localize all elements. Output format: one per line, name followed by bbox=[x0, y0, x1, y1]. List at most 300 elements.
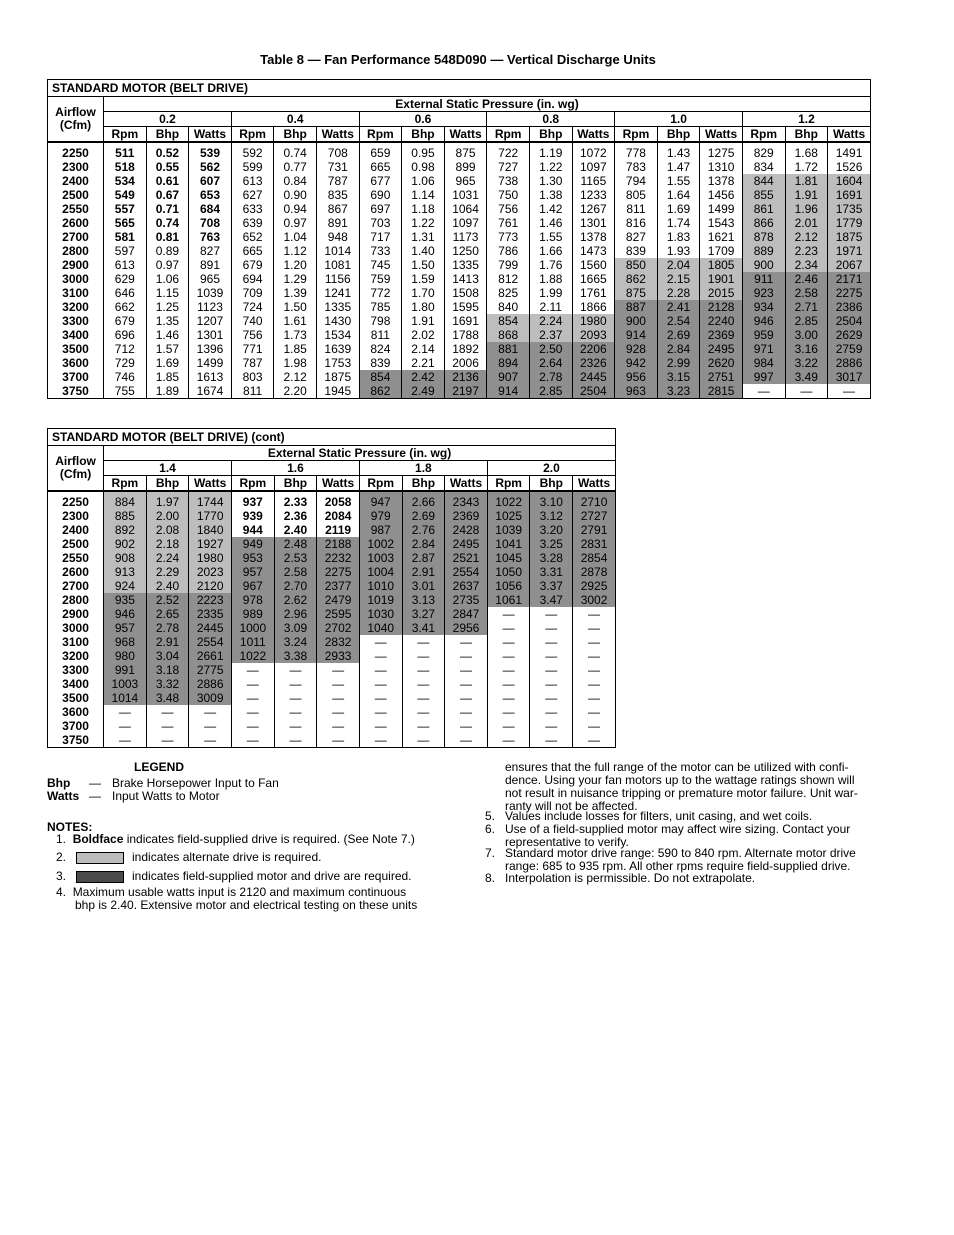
column-header: Rpm bbox=[359, 476, 402, 492]
table-cell: 3.01 bbox=[402, 579, 445, 593]
table-cell: 2067 bbox=[828, 258, 871, 272]
table-cell: 677 bbox=[359, 174, 402, 188]
airflow-cell: 3300 bbox=[48, 314, 104, 328]
table-cell: 881 bbox=[487, 342, 530, 356]
table-cell: 907 bbox=[487, 370, 530, 384]
table-cell: — bbox=[231, 691, 274, 705]
table-cell: 891 bbox=[316, 216, 359, 230]
table-cell: 1413 bbox=[444, 272, 487, 286]
table-row bbox=[48, 593, 616, 607]
table-cell: 0.84 bbox=[274, 174, 317, 188]
table-cell: 1039 bbox=[189, 286, 232, 300]
table-cell: 597 bbox=[104, 244, 147, 258]
table-cell: 759 bbox=[359, 272, 402, 286]
table-cell: 2521 bbox=[445, 551, 488, 565]
pressure-header: 1.4 bbox=[104, 461, 232, 476]
column-header: Bhp bbox=[274, 127, 317, 143]
table-cell: 967 bbox=[231, 579, 274, 593]
table-cell: 1901 bbox=[700, 272, 743, 286]
table-cell: 1040 bbox=[359, 621, 402, 635]
table-cell: 2084 bbox=[317, 509, 360, 523]
column-header: Bhp bbox=[530, 476, 573, 492]
table-cell: 844 bbox=[742, 174, 785, 188]
table-row bbox=[48, 663, 616, 677]
column-header: Rpm bbox=[615, 127, 658, 143]
table-cell: 827 bbox=[189, 244, 232, 258]
table-cell: — bbox=[104, 719, 147, 733]
table-cell: 1595 bbox=[444, 300, 487, 314]
table-cell: 2637 bbox=[445, 579, 488, 593]
table-cell: 1665 bbox=[572, 272, 615, 286]
table-cell: 1.66 bbox=[529, 244, 572, 258]
table-cell: 867 bbox=[316, 202, 359, 216]
table-cell: 2.28 bbox=[657, 286, 700, 300]
table-cell: 1030 bbox=[359, 607, 402, 621]
table-cell: — bbox=[274, 663, 317, 677]
table-cell: 659 bbox=[359, 142, 402, 160]
table-cell: — bbox=[573, 733, 616, 748]
table-cell: 1045 bbox=[487, 551, 530, 565]
table-cell: 1508 bbox=[444, 286, 487, 300]
table-cell: — bbox=[231, 733, 274, 748]
table-cell: 2479 bbox=[317, 593, 360, 607]
table-cell: 2.29 bbox=[146, 565, 189, 579]
table-cell: 979 bbox=[359, 509, 402, 523]
table-row bbox=[48, 244, 871, 258]
table-cell: 2886 bbox=[828, 356, 871, 370]
table-cell: 854 bbox=[487, 314, 530, 328]
section-heading-cont: STANDARD MOTOR (BELT DRIVE) (cont) bbox=[48, 429, 616, 446]
airflow-cell: 3500 bbox=[48, 342, 104, 356]
table-cell: 2377 bbox=[317, 579, 360, 593]
table-cell: 1.22 bbox=[402, 216, 445, 230]
table-cell: 875 bbox=[615, 286, 658, 300]
table-cell: 968 bbox=[104, 635, 147, 649]
table-cell: — bbox=[530, 733, 573, 748]
table-cell: 646 bbox=[104, 286, 147, 300]
table-cell: 900 bbox=[742, 258, 785, 272]
table-cell: 2.36 bbox=[274, 509, 317, 523]
table-cell: 2006 bbox=[444, 356, 487, 370]
table-cell: 2.20 bbox=[274, 384, 317, 399]
table-cell: 3.41 bbox=[402, 621, 445, 635]
column-header: Rpm bbox=[359, 127, 402, 143]
table-cell: 963 bbox=[615, 384, 658, 399]
table-cell: 1.69 bbox=[146, 356, 189, 370]
note-8: 8. Interpolation is permissible. Do not extrapolate. bbox=[485, 871, 756, 885]
table-cell: 885 bbox=[104, 509, 147, 523]
table-cell: 2128 bbox=[700, 300, 743, 314]
table-cell: 835 bbox=[316, 188, 359, 202]
table-cell: 2.84 bbox=[657, 342, 700, 356]
table-cell: — bbox=[189, 719, 232, 733]
table-cell: 794 bbox=[615, 174, 658, 188]
table-cell: — bbox=[785, 384, 828, 399]
fan-performance-table-cont bbox=[47, 428, 616, 748]
table-cell: 694 bbox=[231, 272, 274, 286]
table-cell: — bbox=[104, 705, 147, 719]
table-cell: — bbox=[828, 384, 871, 399]
table-cell: 2.12 bbox=[785, 230, 828, 244]
column-header: Bhp bbox=[146, 476, 189, 492]
table-cell: 834 bbox=[742, 160, 785, 174]
airflow-cell: 2900 bbox=[48, 607, 104, 621]
table-cell: 2661 bbox=[189, 649, 232, 663]
table-cell: 1.83 bbox=[657, 230, 700, 244]
table-cell: 1.74 bbox=[657, 216, 700, 230]
table-cell: 1010 bbox=[359, 579, 402, 593]
column-header: Watts bbox=[444, 127, 487, 143]
table-cell: 1604 bbox=[828, 174, 871, 188]
airflow-header: Airflow (Cfm) bbox=[48, 97, 104, 143]
table-cell: 1456 bbox=[700, 188, 743, 202]
pressure-header: 0.6 bbox=[359, 112, 487, 127]
table-cell: 2.85 bbox=[529, 384, 572, 399]
table-cell: 697 bbox=[359, 202, 402, 216]
table-cell: 1613 bbox=[189, 370, 232, 384]
table-cell: 908 bbox=[104, 551, 147, 565]
column-header: Bhp bbox=[785, 127, 828, 143]
column-header: Watts bbox=[316, 127, 359, 143]
table-cell: 679 bbox=[104, 314, 147, 328]
table-cell: 1499 bbox=[700, 202, 743, 216]
table-cell: 787 bbox=[316, 174, 359, 188]
table-cell: 2933 bbox=[317, 649, 360, 663]
table-row bbox=[48, 719, 616, 733]
table-cell: — bbox=[742, 384, 785, 399]
table-cell: 3.37 bbox=[530, 579, 573, 593]
table-cell: 0.89 bbox=[146, 244, 189, 258]
table-row bbox=[48, 174, 871, 188]
table-cell: 2.64 bbox=[529, 356, 572, 370]
table-cell: 1709 bbox=[700, 244, 743, 258]
table-cell: 1.88 bbox=[529, 272, 572, 286]
table-cell: — bbox=[189, 733, 232, 748]
table-cell: 1250 bbox=[444, 244, 487, 258]
table-cell: 0.97 bbox=[274, 216, 317, 230]
table-cell: 778 bbox=[615, 142, 658, 160]
table-cell: 599 bbox=[231, 160, 274, 174]
table-cell: 935 bbox=[104, 593, 147, 607]
table-cell: 1.81 bbox=[785, 174, 828, 188]
table-cell: 2751 bbox=[700, 370, 743, 384]
table-cell: — bbox=[487, 719, 530, 733]
table-cell: 1123 bbox=[189, 300, 232, 314]
pressure-header: 2.0 bbox=[487, 461, 615, 476]
table-cell: 2.69 bbox=[657, 328, 700, 342]
table-cell: 2.15 bbox=[657, 272, 700, 286]
table-cell: 902 bbox=[104, 537, 147, 551]
table-cell: 0.94 bbox=[274, 202, 317, 216]
table-cell: 1.29 bbox=[274, 272, 317, 286]
table-cell: 1.70 bbox=[402, 286, 445, 300]
table-cell: 868 bbox=[487, 328, 530, 342]
table-cell: 2275 bbox=[317, 565, 360, 579]
table-cell: 653 bbox=[189, 188, 232, 202]
table-cell: 1674 bbox=[189, 384, 232, 399]
airflow-cell: 2700 bbox=[48, 579, 104, 593]
table-cell: 1056 bbox=[487, 579, 530, 593]
column-header: Rpm bbox=[104, 127, 147, 143]
table-cell: 1543 bbox=[700, 216, 743, 230]
table-cell: 755 bbox=[104, 384, 147, 399]
table-cell: 866 bbox=[742, 216, 785, 230]
table-cell: 783 bbox=[615, 160, 658, 174]
table-cell: 2925 bbox=[573, 579, 616, 593]
table-cell: — bbox=[573, 677, 616, 691]
table-cell: 562 bbox=[189, 160, 232, 174]
table-cell: 1621 bbox=[700, 230, 743, 244]
table-cell: 878 bbox=[742, 230, 785, 244]
table-cell: 3.32 bbox=[146, 677, 189, 691]
table-cell: 1004 bbox=[359, 565, 402, 579]
column-header: Watts bbox=[317, 476, 360, 492]
table-cell: — bbox=[402, 705, 445, 719]
table-cell: — bbox=[487, 705, 530, 719]
table-cell: 1491 bbox=[828, 142, 871, 160]
table-cell: 2.70 bbox=[274, 579, 317, 593]
table-cell: 3.23 bbox=[657, 384, 700, 399]
table-cell: 1430 bbox=[316, 314, 359, 328]
airflow-cell: 2300 bbox=[48, 160, 104, 174]
table-cell: — bbox=[359, 649, 402, 663]
table-cell: 1396 bbox=[189, 342, 232, 356]
table-cell: 2275 bbox=[828, 286, 871, 300]
table-cell: 1.14 bbox=[402, 188, 445, 202]
table-cell: 708 bbox=[189, 216, 232, 230]
table-cell: — bbox=[359, 705, 402, 719]
table-cell: 884 bbox=[104, 491, 147, 509]
table-cell: — bbox=[487, 663, 530, 677]
table-cell: 2335 bbox=[189, 607, 232, 621]
table-cell: — bbox=[231, 719, 274, 733]
table-cell: — bbox=[402, 677, 445, 691]
table-cell: 2775 bbox=[189, 663, 232, 677]
table-cell: 703 bbox=[359, 216, 402, 230]
airflow-cell: 2900 bbox=[48, 258, 104, 272]
table-cell: — bbox=[445, 719, 488, 733]
table-cell: 1744 bbox=[189, 491, 232, 509]
table-cell: 756 bbox=[231, 328, 274, 342]
airflow-cell: 3300 bbox=[48, 663, 104, 677]
table-cell: 1866 bbox=[572, 300, 615, 314]
table-cell: 2326 bbox=[572, 356, 615, 370]
column-header: Bhp bbox=[402, 127, 445, 143]
table-cell: 2.99 bbox=[657, 356, 700, 370]
airflow-cell: 3400 bbox=[48, 328, 104, 342]
table-cell: 1.91 bbox=[402, 314, 445, 328]
table-cell: 3.27 bbox=[402, 607, 445, 621]
table-cell: 2815 bbox=[700, 384, 743, 399]
table-row bbox=[48, 160, 871, 174]
table-row bbox=[48, 705, 616, 719]
table-row bbox=[48, 258, 871, 272]
table-cell: 1.20 bbox=[274, 258, 317, 272]
note-4: 4. Maximum usable watts input is 2120 and maximum continuous bhp is 2.40. Extensive motor and electrical testing on these units bbox=[56, 885, 418, 912]
table-cell: 3009 bbox=[189, 691, 232, 705]
table-cell: — bbox=[445, 663, 488, 677]
table-cell: 965 bbox=[189, 272, 232, 286]
table-cell: 1473 bbox=[572, 244, 615, 258]
table-cell: 0.81 bbox=[146, 230, 189, 244]
table-row bbox=[48, 286, 871, 300]
dark-shade-swatch bbox=[76, 871, 124, 883]
table-cell: 2197 bbox=[444, 384, 487, 399]
table-cell: 0.71 bbox=[146, 202, 189, 216]
table-row bbox=[48, 300, 871, 314]
table-cell: 2.04 bbox=[657, 258, 700, 272]
table-cell: 712 bbox=[104, 342, 147, 356]
table-cell: — bbox=[530, 691, 573, 705]
table-cell: 2445 bbox=[189, 621, 232, 635]
table-cell: 2495 bbox=[700, 342, 743, 356]
table-row bbox=[48, 733, 616, 748]
table-cell: 2.42 bbox=[402, 370, 445, 384]
column-header: Rpm bbox=[104, 476, 147, 492]
table-cell: 816 bbox=[615, 216, 658, 230]
table-cell: 722 bbox=[487, 142, 530, 160]
table-cell: 709 bbox=[231, 286, 274, 300]
table-cell: 1173 bbox=[444, 230, 487, 244]
table-cell: 1378 bbox=[572, 230, 615, 244]
table-cell: 2854 bbox=[573, 551, 616, 565]
table-cell: 811 bbox=[231, 384, 274, 399]
table-cell: 1022 bbox=[487, 491, 530, 509]
table-cell: — bbox=[573, 663, 616, 677]
table-cell: 1.93 bbox=[657, 244, 700, 258]
table-cell: 957 bbox=[104, 621, 147, 635]
table-cell: 1.55 bbox=[657, 174, 700, 188]
table-cell: 2.66 bbox=[402, 491, 445, 509]
table-cell: 1.06 bbox=[402, 174, 445, 188]
table-cell: 539 bbox=[189, 142, 232, 160]
table-cell: 2629 bbox=[828, 328, 871, 342]
table-cell: 997 bbox=[742, 370, 785, 384]
table-cell: 627 bbox=[231, 188, 274, 202]
table-cell: 1.80 bbox=[402, 300, 445, 314]
table-cell: 2554 bbox=[445, 565, 488, 579]
esp-header: External Static Pressure (in. wg) bbox=[104, 446, 616, 461]
table-row bbox=[48, 314, 871, 328]
table-cell: 3.20 bbox=[530, 523, 573, 537]
table-cell: 1.31 bbox=[402, 230, 445, 244]
table-cell: 3.12 bbox=[530, 509, 573, 523]
table-cell: 2.02 bbox=[402, 328, 445, 342]
table-cell: 2.08 bbox=[146, 523, 189, 537]
table-cell: 2023 bbox=[189, 565, 232, 579]
table-cell: — bbox=[573, 691, 616, 705]
table-cell: 1.69 bbox=[657, 202, 700, 216]
table-cell: 1.19 bbox=[529, 142, 572, 160]
airflow-cell: 2700 bbox=[48, 230, 104, 244]
esp-header: External Static Pressure (in. wg) bbox=[104, 97, 871, 112]
table-cell: 1.38 bbox=[529, 188, 572, 202]
table-row bbox=[48, 328, 871, 342]
table-cell: 2.33 bbox=[274, 491, 317, 509]
table-cell: 724 bbox=[231, 300, 274, 314]
table-cell: 2428 bbox=[445, 523, 488, 537]
table-cell: 1.96 bbox=[785, 202, 828, 216]
table-cell: 2791 bbox=[573, 523, 616, 537]
table-cell: 2058 bbox=[317, 491, 360, 509]
table-cell: — bbox=[445, 635, 488, 649]
table-cell: 0.77 bbox=[274, 160, 317, 174]
column-header: Watts bbox=[189, 476, 232, 492]
table-cell: 652 bbox=[231, 230, 274, 244]
table-cell: 2120 bbox=[189, 579, 232, 593]
table-cell: 1945 bbox=[316, 384, 359, 399]
table-cell: 839 bbox=[359, 356, 402, 370]
table-cell: — bbox=[487, 691, 530, 705]
table-cell: 662 bbox=[104, 300, 147, 314]
table-cell: 2847 bbox=[445, 607, 488, 621]
table-cell: 1.64 bbox=[657, 188, 700, 202]
table-cell: 729 bbox=[104, 356, 147, 370]
table-cell: 2.54 bbox=[657, 314, 700, 328]
table-cell: — bbox=[530, 719, 573, 733]
table-cell: 1165 bbox=[572, 174, 615, 188]
table-cell: — bbox=[487, 621, 530, 635]
table-cell: 2.62 bbox=[274, 593, 317, 607]
table-cell: — bbox=[530, 663, 573, 677]
table-cell: — bbox=[487, 733, 530, 748]
table-cell: 2727 bbox=[573, 509, 616, 523]
table-cell: 2.65 bbox=[146, 607, 189, 621]
legend-heading: LEGEND bbox=[134, 760, 185, 774]
table-cell: — bbox=[359, 733, 402, 748]
table-cell: — bbox=[530, 607, 573, 621]
table-cell: — bbox=[402, 691, 445, 705]
table-cell: 2832 bbox=[317, 635, 360, 649]
table-row bbox=[48, 565, 616, 579]
table-cell: 1.55 bbox=[529, 230, 572, 244]
table-cell: 0.97 bbox=[146, 258, 189, 272]
fan-performance-table bbox=[47, 79, 871, 399]
table-row bbox=[48, 384, 871, 399]
airflow-cell: 3000 bbox=[48, 272, 104, 286]
table-cell: 939 bbox=[231, 509, 274, 523]
pressure-header: 0.8 bbox=[487, 112, 615, 127]
table-cell: 740 bbox=[231, 314, 274, 328]
table-cell: 1735 bbox=[828, 202, 871, 216]
table-cell: 1275 bbox=[700, 142, 743, 160]
table-cell: 511 bbox=[104, 142, 147, 160]
table-cell: — bbox=[445, 677, 488, 691]
airflow-cell: 2250 bbox=[48, 142, 104, 160]
table-cell: 581 bbox=[104, 230, 147, 244]
table-cell: — bbox=[146, 733, 189, 748]
table-cell: 3.31 bbox=[530, 565, 573, 579]
table-cell: 812 bbox=[487, 272, 530, 286]
table-row bbox=[48, 537, 616, 551]
table-cell: 965 bbox=[444, 174, 487, 188]
table-cell: 613 bbox=[104, 258, 147, 272]
table-cell: — bbox=[274, 705, 317, 719]
table-cell: 3.38 bbox=[274, 649, 317, 663]
table-cell: 946 bbox=[742, 314, 785, 328]
table-cell: 3.49 bbox=[785, 370, 828, 384]
table-cell: 3.10 bbox=[530, 491, 573, 509]
table-cell: 2.78 bbox=[529, 370, 572, 384]
airflow-cell: 3100 bbox=[48, 286, 104, 300]
table-cell: 2495 bbox=[445, 537, 488, 551]
table-cell: 984 bbox=[742, 356, 785, 370]
note-4-continued: ensures that the full range of the motor can be utilized with confi- dence. Using your fan motors up to the wattage ratings shown will not result in nuisance tripping or premature motor failure. Unit war- ranty will not be affected. bbox=[505, 760, 858, 813]
table-cell: 2.85 bbox=[785, 314, 828, 328]
table-cell: 3.16 bbox=[785, 342, 828, 356]
table-cell: 805 bbox=[615, 188, 658, 202]
table-cell: 1691 bbox=[444, 314, 487, 328]
